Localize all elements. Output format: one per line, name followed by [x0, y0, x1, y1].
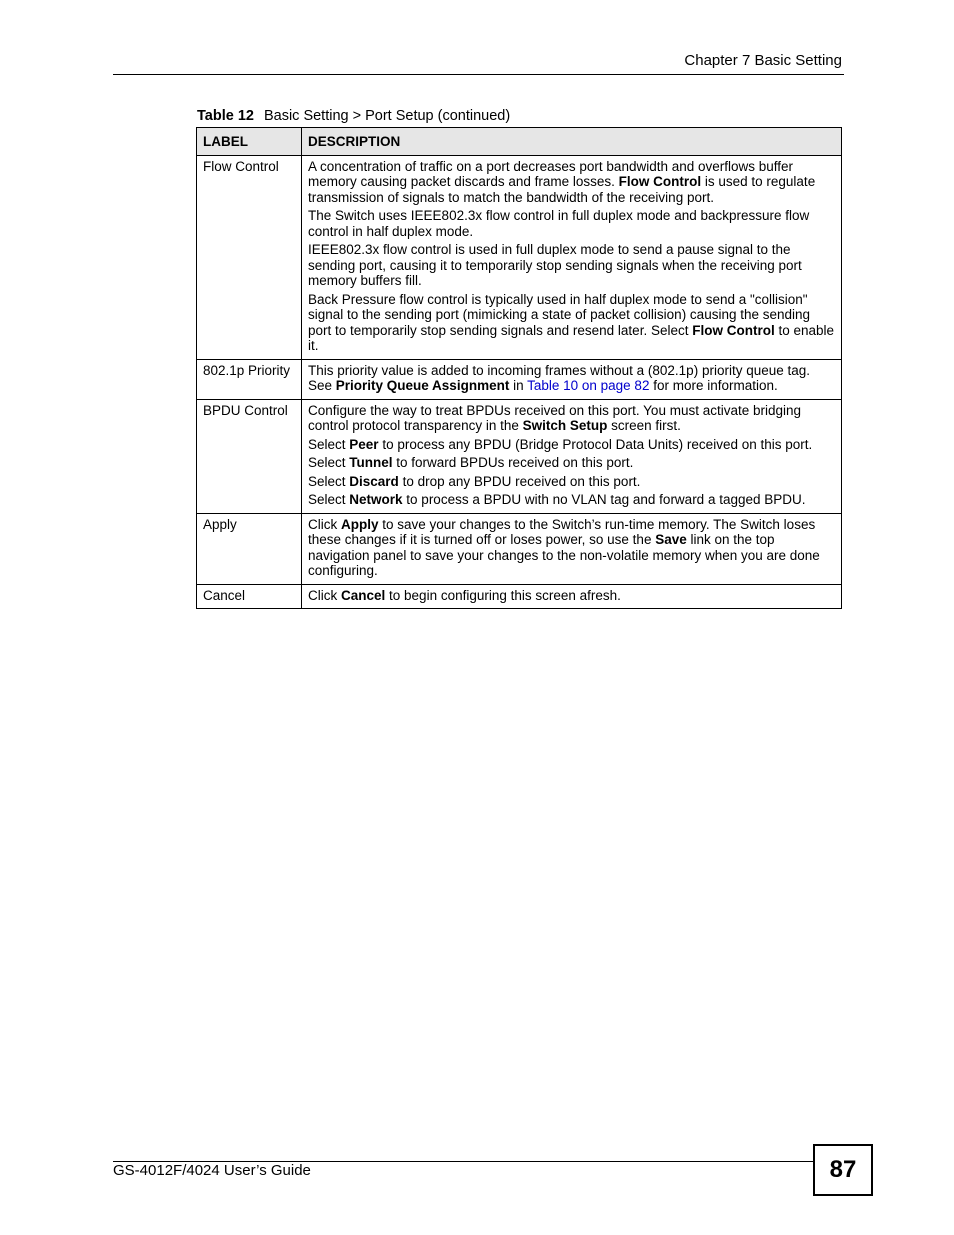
- text-segment: Click: [308, 516, 341, 532]
- row-description: [302, 584, 842, 609]
- text-segment: to enable it.: [308, 322, 835, 353]
- text-segment: Select: [308, 455, 350, 470]
- text-segment: in: [509, 378, 528, 393]
- text-segment: is used to regulate transmission of signals to match the bandwidth of the receiving port.: [308, 174, 816, 205]
- table-row: [197, 155, 842, 359]
- text-segment: to drop any BPDU received on this port.: [398, 473, 641, 489]
- row-description: [302, 513, 842, 584]
- text-segment: for more information.: [649, 378, 778, 393]
- text-segment: IEEE802.3x flow control is used in full duplex mode to send a pause signal to the sending port, causing it to temporarily stop sending signals when the receiving port memory buffers fill.: [308, 242, 802, 288]
- column-header-description: DESCRIPTION: [302, 128, 842, 156]
- text-segment: link on the top navigation panel to save your changes to the non-volatile memory when you are done configuring.: [308, 532, 820, 578]
- text-segment: screen first.: [607, 418, 681, 433]
- description-paragraph: [308, 588, 835, 604]
- text-segment: Back Pressure flow control is typically used in half duplex mode to send a "collision" signal to the sending port (mimicking a state of packet collision) causing the sending port to temporarily stop sending signals and resend later. Select: [308, 291, 811, 338]
- table-body: [197, 155, 842, 609]
- description-paragraph: [308, 517, 835, 579]
- table-row: [197, 359, 842, 399]
- table-caption: [197, 108, 510, 124]
- text-segment: to forward BPDUs received on this port.: [392, 455, 634, 470]
- ui-term: Switch Setup: [522, 418, 608, 433]
- text-segment: A concentration of traffic on a port decreases port bandwidth and overflows buffer memory causing packet discards and frame losses.: [308, 158, 794, 189]
- table-row: [197, 513, 842, 584]
- column-header-label: LABEL: [197, 128, 302, 156]
- row-description: [302, 155, 842, 359]
- text-segment: to process a BPDU with no VLAN tag and forward a tagged BPDU.: [402, 492, 806, 507]
- text-segment: The Switch uses IEEE802.3x flow control in full duplex mode and backpressure flow control in half duplex mode.: [308, 208, 810, 239]
- row-label: Flow Control: [197, 155, 302, 359]
- row-description: [302, 359, 842, 399]
- cross-reference-link[interactable]: Table 10 on page 82: [527, 378, 650, 393]
- text-segment: to begin configuring this screen afresh.: [385, 587, 621, 603]
- description-paragraph: [308, 159, 835, 206]
- ui-term: Save: [655, 532, 687, 547]
- description-paragraph: [308, 242, 835, 289]
- description-paragraph: [308, 492, 835, 508]
- port-setup-table: [196, 127, 842, 609]
- table-header-row: [197, 128, 842, 156]
- text-segment: This priority value is added to incoming frames without a (802.1p) priority queue tag. See: [308, 362, 811, 393]
- row-label: Cancel: [197, 584, 302, 609]
- ui-term: Flow Control: [618, 174, 702, 189]
- table-row: [197, 584, 842, 609]
- row-label: Apply: [197, 513, 302, 584]
- text-segment: Select: [308, 473, 350, 489]
- text-segment: Select: [308, 436, 350, 452]
- description-paragraph: [308, 437, 835, 453]
- ui-term: Network: [349, 492, 403, 507]
- description-paragraph: [308, 455, 835, 471]
- text-segment: to save your changes to the Switch’s run-time memory. The Switch loses these changes if it is turned off or loses power, so use the: [308, 516, 816, 547]
- ui-term: Discard: [349, 473, 399, 489]
- ui-term: Flow Control: [692, 322, 775, 338]
- table-number: Table 12: [197, 108, 254, 124]
- description-paragraph: [308, 363, 835, 394]
- ui-term: Cancel: [341, 587, 386, 603]
- text-segment: Click: [308, 587, 341, 603]
- guide-title: GS-4012F/4024 User’s Guide: [113, 1162, 311, 1179]
- page-number: 87: [813, 1144, 873, 1196]
- text-segment: Configure the way to treat BPDUs received on this port. You must activate bridging control protocol transparency in the: [308, 402, 802, 433]
- ui-term: Tunnel: [349, 455, 393, 470]
- text-segment: Select: [308, 492, 350, 507]
- row-label: BPDU Control: [197, 399, 302, 513]
- description-paragraph: [308, 474, 835, 490]
- table-row: [197, 399, 842, 513]
- row-label: 802.1p Priority: [197, 359, 302, 399]
- ui-term: Peer: [349, 436, 379, 452]
- ui-term: Priority Queue Assignment: [335, 378, 510, 393]
- description-paragraph: [308, 403, 835, 434]
- description-paragraph: [308, 208, 835, 239]
- description-paragraph: [308, 292, 835, 354]
- chapter-header: Chapter 7 Basic Setting: [684, 52, 842, 69]
- text-segment: to process any BPDU (Bridge Protocol Data Units) received on this port.: [378, 436, 813, 452]
- header-divider: [113, 74, 844, 75]
- ui-term: Apply: [341, 516, 379, 532]
- table-title: Basic Setting > Port Setup (continued): [263, 108, 511, 124]
- row-description: [302, 399, 842, 513]
